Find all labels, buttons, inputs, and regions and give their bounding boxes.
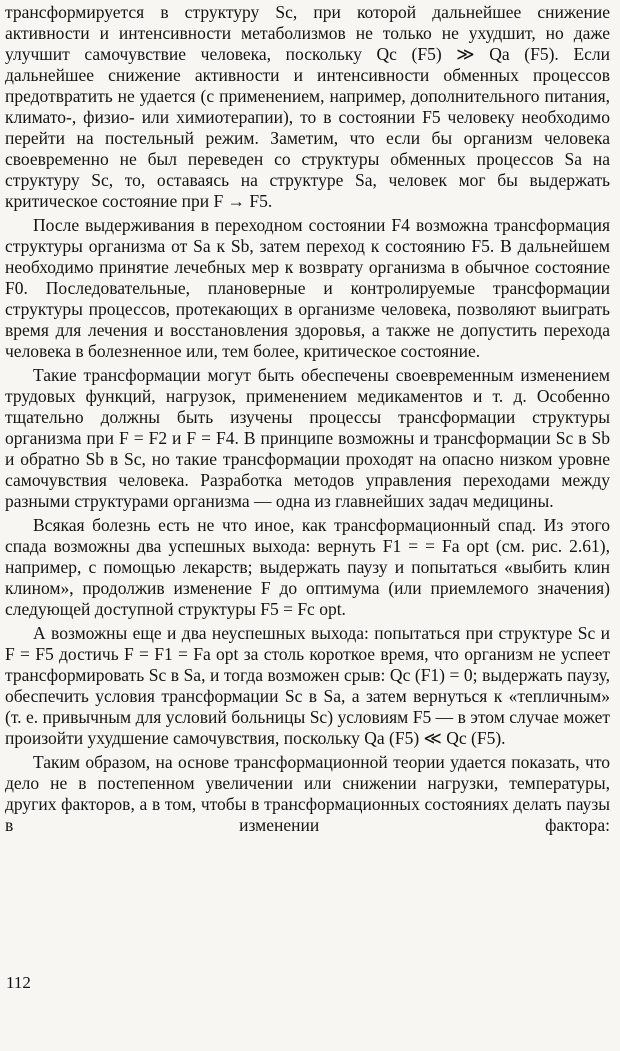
paragraph-5: А возможны еще и два неуспешных выхода: попытаться при структуре Sc и F = F5 достичь F = F1 = Fa opt за столь короткое время, что организм не успеет трансформировать Sc в Sa, и тогда возможен срыв: Qc (F1) = 0; выдержать паузу, обеспечить условия трансформации Sc в Sa, а затем вернуться к «тепличным» (т. е. привычным для условий больницы Sc) условиям F5 — в этом случае может произойти ухудшение самочувствия, поскольку Qa (F5) ≪ Qc (F5). xyxy=(5,623,610,748)
paragraph-1: трансформируется в структуру Sc, при которой дальнейшее снижение активности и интенсивности метаболизмов не только не ухудшит, но даже улучшит самочувствие человека, поскольку Qc (F5) ≫ Qa (F5). Если дальнейшее снижение активности и интенсивности обменных процессов предотвратить не удается (с применением, например, дополнительного питания, климато-, физио- или химиотерапии), то в состоянии F5 человеку необходимо перейти на постельный режим. Заметим, что если бы организм человека своевременно не был переведен со структуры обменных процессов Sa на структуру Sc, то, оставаясь на структуре Sa, человек мог бы выдержать критическое состояние при F → F5. xyxy=(5,2,610,211)
page-number: 112 xyxy=(6,973,31,992)
paragraph-2: После выдерживания в переходном состоянии F4 возможна трансформация структуры организма от Sa к Sb, затем переход к состоянию F5. В дальнейшем необходимо принятие лечебных мер к возврату организма в обычное состояние F0. Последовательные, плановерные и контролируемые трансформации структуры процессов, протекающих в организме человека, позволяют выиграть время для лечения и восстановления здоровья, а также не допустить перехода человека в болезненное или, тем более, критическое состояние. xyxy=(5,215,610,361)
paragraph-4: Всякая болезнь есть не что иное, как трансформационный спад. Из этого спада возможны два успешных выхода: вернуть F1 = = Fa opt (см. рис. 2.61), например, с помощью лекарств; выдержать паузу и попытаться «выбить клин клином», продолжив изменение F до оптимума (или приемлемого значения) следующей доступной структуры F5 = Fc opt. xyxy=(5,515,610,619)
paragraph-6: Таким образом, на основе трансформационной теории удается показать, что дело не в постепенном увеличении или снижении нагрузки, температуры, других факторов, а в том, чтобы в трансформационных состояниях делать паузы в изменении фактора: xyxy=(5,752,610,835)
paragraph-3: Такие трансформации могут быть обеспечены своевременным изменением трудовых функций, нагрузок, применением медикаментов и т. д. Особенно тщательно должны быть изучены процессы трансформации структуры организма при F = F2 и F = F4. В принципе возможны и трансформации Sc в Sb и обратно Sb в Sc, но такие трансформации проходят на опасно низком уровне самочувствия человека. Разработка методов управления переходами между разными структурами организма — одна из главнейших задач медицины. xyxy=(5,365,610,511)
